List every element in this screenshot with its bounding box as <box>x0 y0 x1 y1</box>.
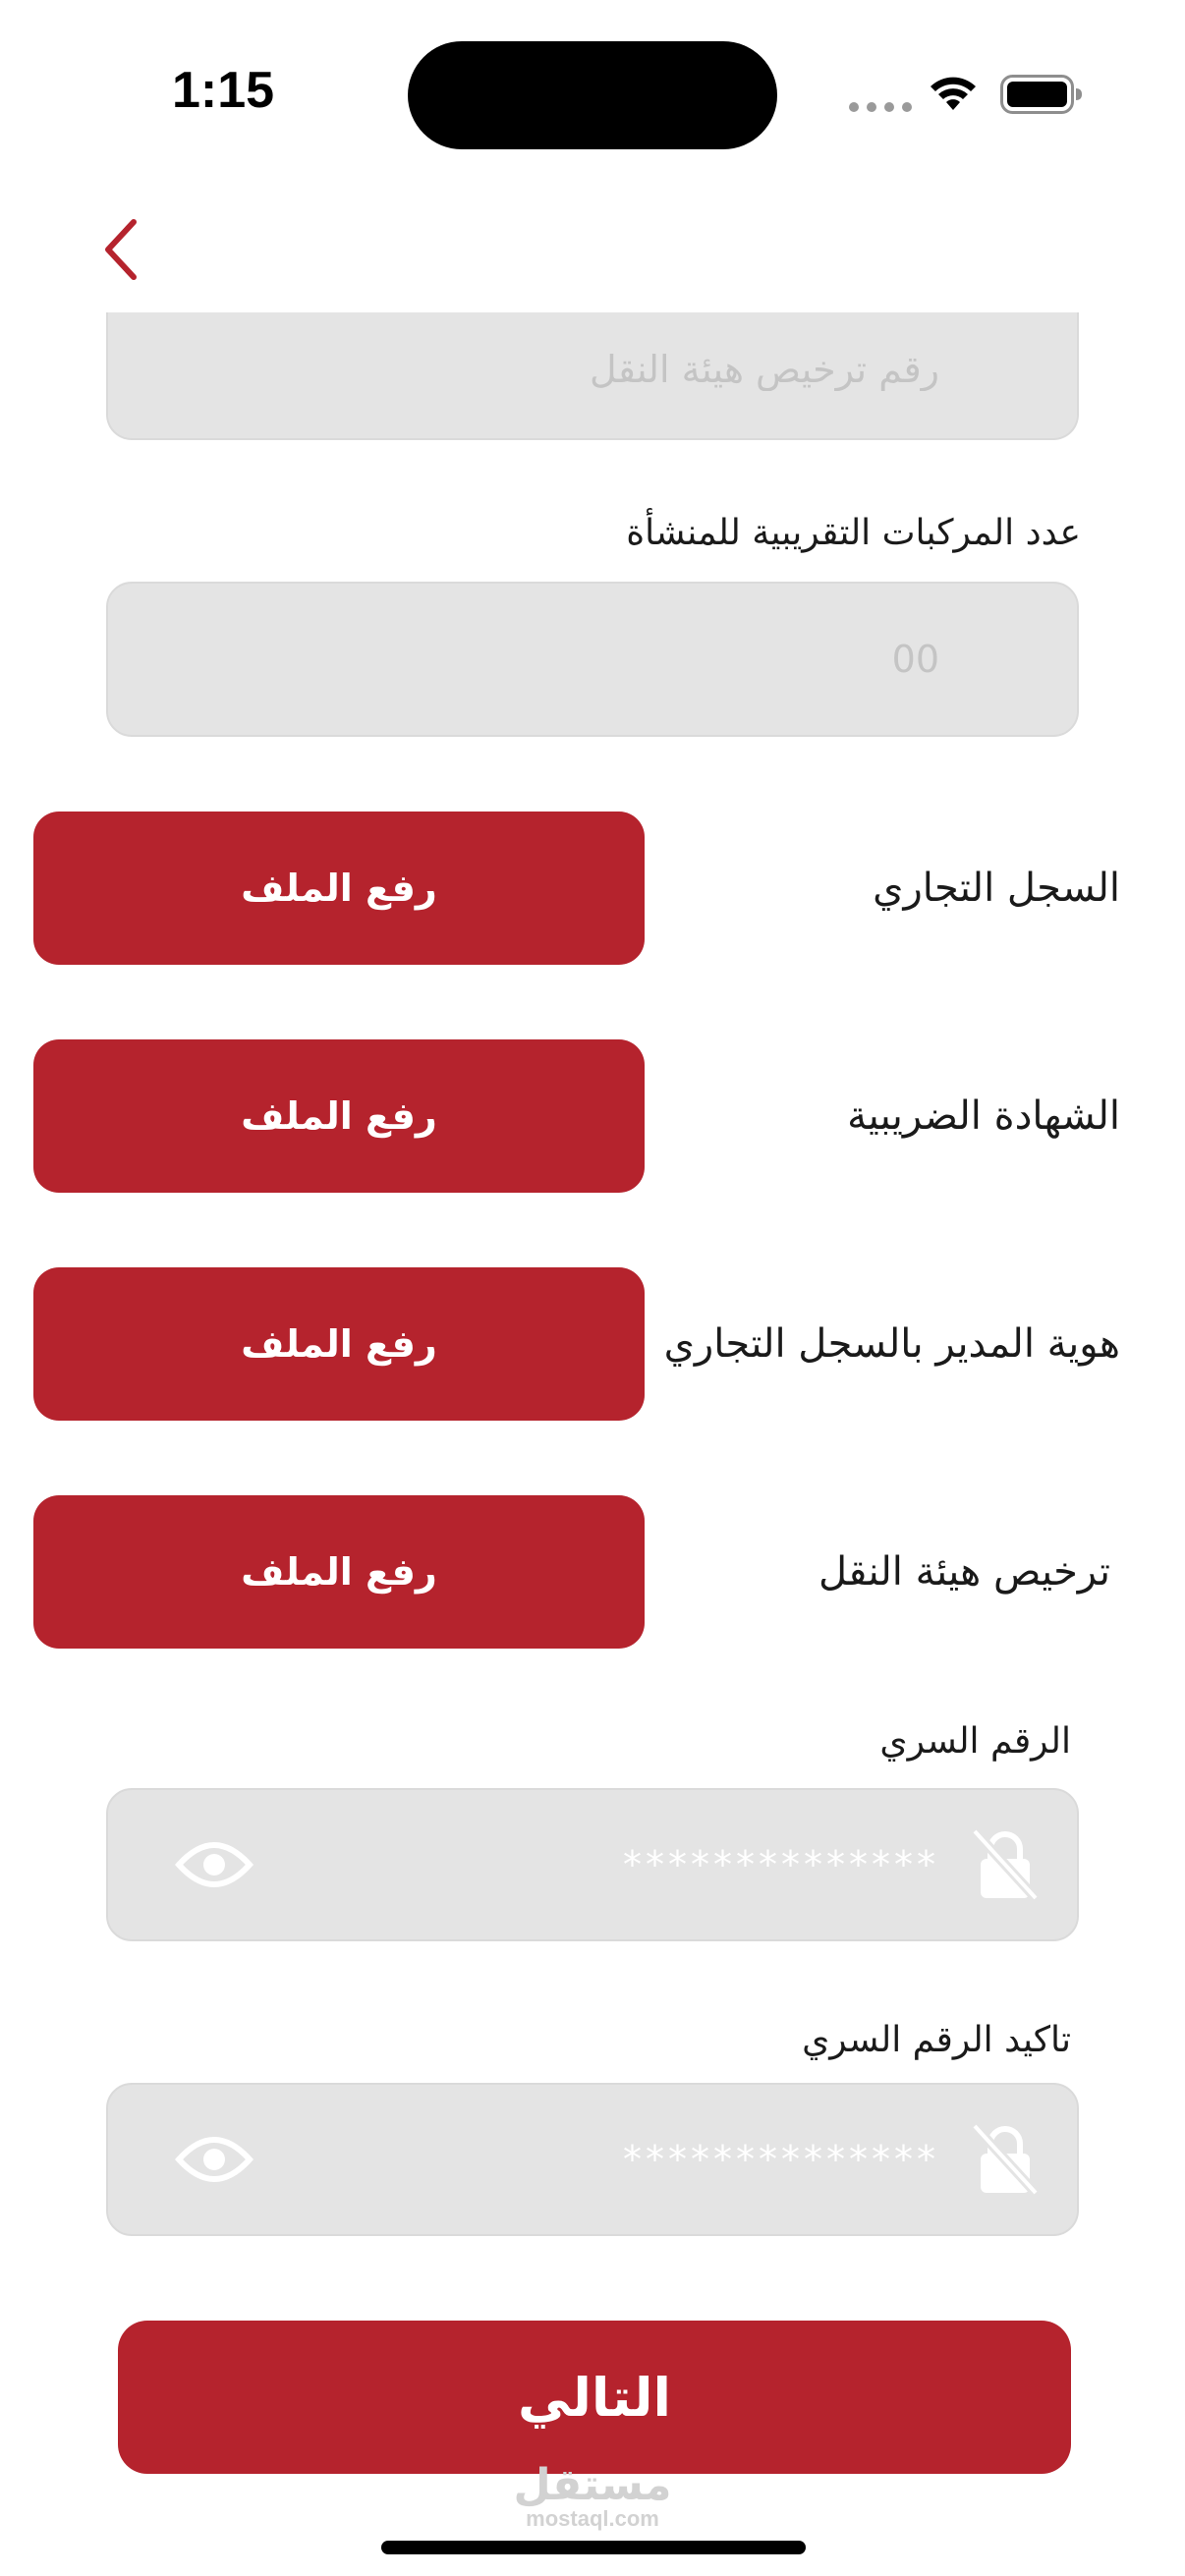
transport-license-input[interactable] <box>108 312 1077 438</box>
vehicle-count-input[interactable] <box>108 584 1077 735</box>
watermark <box>0 2460 1185 2532</box>
vehicle-count-field[interactable] <box>106 582 1079 737</box>
confirm-password-field[interactable] <box>106 2083 1079 2236</box>
upload-label: السجل التجاري <box>873 866 1120 911</box>
upload-label: الشهادة الضريبية <box>847 1093 1120 1139</box>
dynamic-island <box>408 41 777 149</box>
wifi-icon <box>928 73 979 112</box>
watermark-arabic: مستقل <box>513 2460 672 2510</box>
next-button[interactable]: التالي <box>118 2321 1071 2474</box>
battery-icon <box>1000 75 1083 114</box>
confirm-password-label: تاكيد الرقم السري <box>802 2020 1071 2060</box>
upload-row-manager-id <box>0 1267 1185 1421</box>
upload-transport-license-button[interactable]: رفع الملف <box>33 1495 645 1649</box>
transport-license-field[interactable] <box>106 312 1079 440</box>
lock-slash-icon <box>971 1827 1040 1902</box>
cellular-signal-icon <box>849 102 912 112</box>
eye-icon[interactable] <box>175 2134 254 2185</box>
watermark-latin: mostaql.com <box>526 2506 659 2531</box>
back-button[interactable] <box>90 212 149 287</box>
upload-row-transport-license <box>0 1495 1185 1649</box>
upload-label: هوية المدير بالسجل التجاري <box>663 1321 1120 1367</box>
upload-row-tax-certificate <box>0 1039 1185 1193</box>
upload-manager-id-button[interactable]: رفع الملف <box>33 1267 645 1421</box>
upload-label: ترخيص هيئة النقل <box>818 1549 1110 1595</box>
upload-row-commercial-register <box>0 812 1185 965</box>
password-field[interactable] <box>106 1788 1079 1941</box>
status-time: 1:15 <box>172 62 275 119</box>
lock-slash-icon <box>971 2122 1040 2197</box>
upload-commercial-register-button[interactable]: رفع الملف <box>33 812 645 965</box>
vehicle-count-label: عدد المركبات التقريبية للمنشأة <box>626 513 1081 553</box>
password-label: الرقم السري <box>879 1721 1071 1762</box>
home-indicator <box>381 2541 806 2554</box>
back-chevron-icon <box>100 218 140 281</box>
eye-icon[interactable] <box>175 1839 254 1890</box>
upload-tax-certificate-button[interactable]: رفع الملف <box>33 1039 645 1193</box>
